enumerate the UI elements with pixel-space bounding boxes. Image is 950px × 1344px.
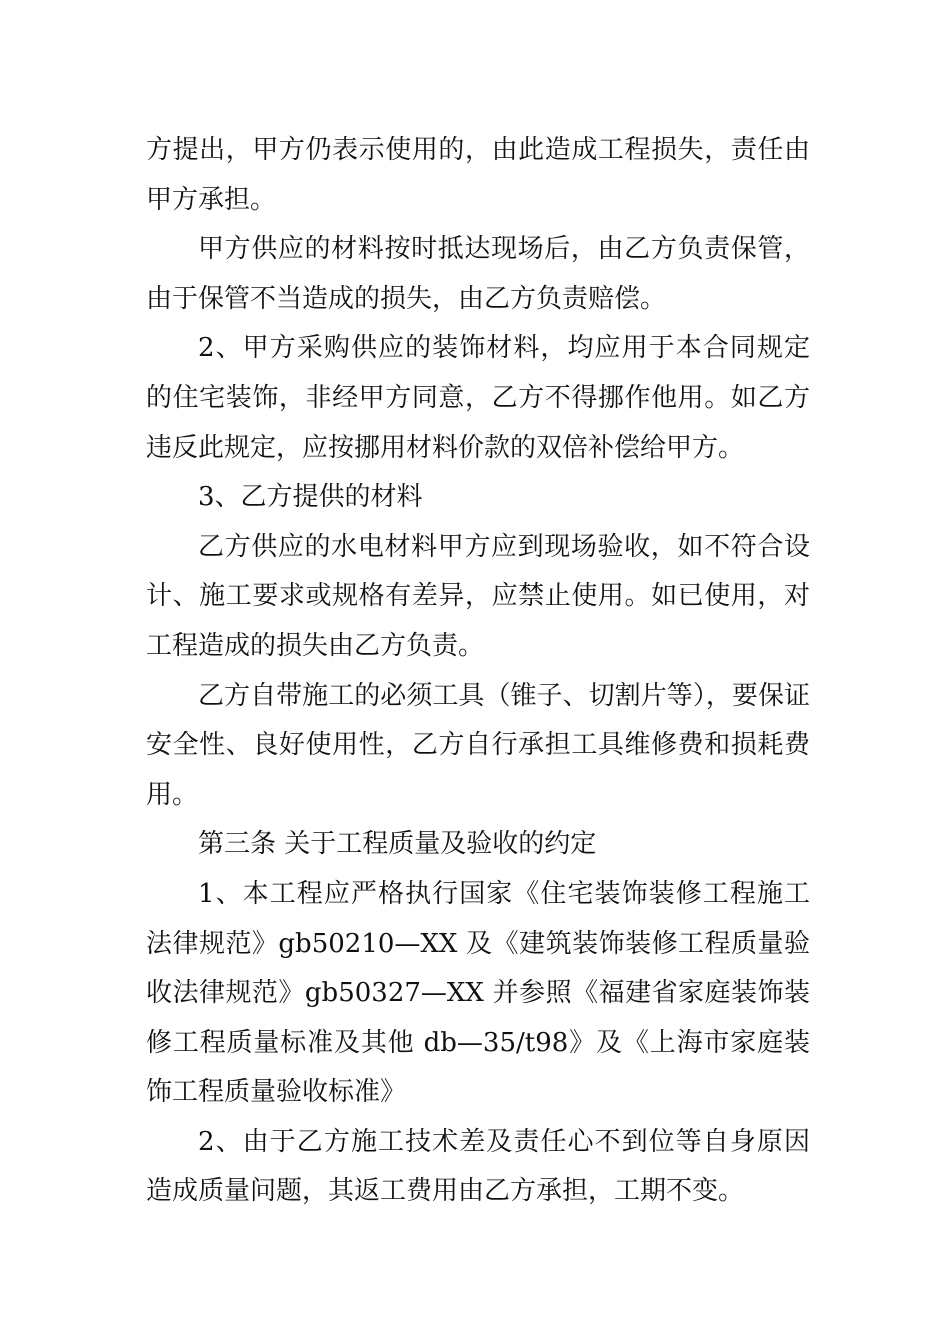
document-body	[146, 126, 810, 1217]
paragraph-quality-standards: 1、本工程应严格执行国家《住宅装饰装修工程施工法律规范》gb50210—XX 及《建筑装饰装修工程质量验收法律规范》gb50327—XX 并参照《福建省家庭装饰装修工程质量标准及其他 db—35/t98》及《上海市家庭装饰工程质量验收标准》	[146, 878, 810, 1108]
paragraph-clause-3-heading: 3、乙方提供的材料	[198, 482, 423, 513]
paragraph-clause-2: 2、甲方采购供应的装饰材料，均应用于本合同规定的住宅装饰，非经甲方同意，乙方不得挪作他用。如乙方违反此规定，应按挪用材料价款的双倍补偿给甲方。	[146, 333, 810, 463]
paragraph-rework-costs: 2、由于乙方施工技术差及责任心不到位等自身原因造成质量问题，其返工费用由乙方承担，工期不变。	[146, 1126, 810, 1207]
section-heading-article-3: 第三条 关于工程质量及验收的约定	[198, 829, 597, 860]
paragraph-continuation: 方提出，甲方仍表示使用的，由此造成工程损失，责任由甲方承担。	[146, 135, 810, 215]
paragraph-tools: 乙方自带施工的必须工具（锥子、切割片等），要保证安全性、良好使用性，乙方自行承担工具维修费和损耗费用。	[146, 680, 810, 810]
paragraph-plumbing-materials: 乙方供应的水电材料甲方应到现场验收，如不符合设计、施工要求或规格有差异，应禁止使用。如已使用，对工程造成的损失由乙方负责。	[146, 531, 810, 661]
paragraph-material-custody: 甲方供应的材料按时抵达现场后，由乙方负责保管，由于保管不当造成的损失，由乙方负责赔偿。	[146, 234, 810, 314]
